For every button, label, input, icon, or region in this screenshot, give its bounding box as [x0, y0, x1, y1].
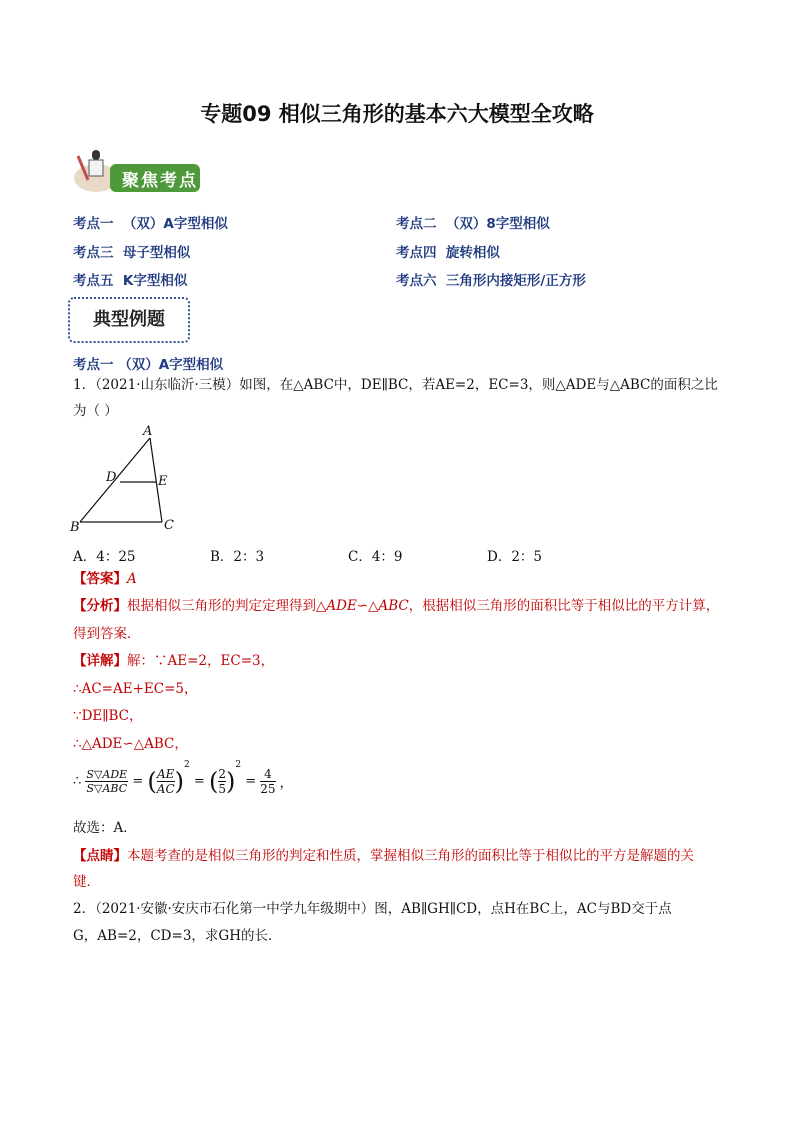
detail-line1: 【详解】解：∵AE=2，EC=3， — [73, 653, 275, 669]
point-1: 考点一 （双）A字型相似 — [73, 216, 228, 232]
fig-label-b: B — [70, 520, 80, 535]
fig-label-c: C — [164, 518, 174, 533]
q1-line2: 为（ ） — [73, 403, 118, 419]
point-3: 考点三 母子型相似 — [73, 245, 191, 261]
point-4: 考点四 旋转相似 — [396, 245, 500, 261]
detail-line3: ∵DE∥BC， — [73, 708, 143, 724]
point-2: 考点二 （双）8字型相似 — [396, 216, 550, 232]
point-5: 考点五 K字型相似 — [73, 273, 188, 289]
section-heading: 考点一 （双）A字型相似 — [73, 357, 224, 373]
comment-line2: 键． — [73, 874, 100, 890]
page-title: 专题09 相似三角形的基本六大模型全攻略 — [200, 102, 594, 126]
area-fraction: $\frac{\text{S▽ADE}}{\text{S▽ABC}}$ — [86, 768, 128, 795]
fig-label-e: E — [158, 474, 168, 489]
choose-line: 故选：A． — [73, 820, 137, 836]
q2-line2: G，AB=2，CD=3，求GH的长． — [73, 928, 282, 944]
q1-line1: 1．（2021·山东临沂·三模）如图，在△ABC中，DE∥BC，若AE=2，EC=3，则△ADE与△ABC的面积之比 — [73, 377, 718, 393]
analysis-line2: 得到答案． — [73, 626, 141, 642]
analysis-line1: 【分析】根据相似三角形的判定定理得到△ADE∽△ABC，根据相似三角形的面积比等于相似比的平方计算， — [73, 598, 720, 614]
choice-c: C．4：9 — [348, 549, 403, 565]
fig-label-a: A — [143, 424, 153, 439]
focus-badge-label: 聚焦考点 — [122, 171, 198, 191]
fig-label-d: D — [106, 470, 117, 485]
focus-badge — [70, 146, 202, 196]
choice-a: A．4：25 — [73, 549, 136, 565]
choice-b: B．2：3 — [210, 549, 265, 565]
area-ratio-formula: ∴ $\frac{\text{S▽ADE}}{\text{S▽ABC}}$ = ( $\frac{AE}{AC}$ )$^2$ = ( $\frac{2}{5}$ )$^2$ = $\frac{4}{25}$ ， — [73, 760, 293, 796]
triangle-figure — [70, 424, 180, 538]
detail-line2: ∴AC=AE+EC=5， — [73, 681, 198, 697]
point-6: 考点六 三角形内接矩形/正方形 — [396, 273, 586, 289]
example-badge: 典型例题 — [68, 297, 190, 343]
detail-line4: ∴△ADE∽△ABC， — [73, 736, 188, 752]
comment-line1: 【点睛】本题考查的是相似三角形的判定和性质，掌握相似三角形的面积比等于相似比的平方是解题的关 — [73, 848, 694, 864]
answer-line: 【答案】A — [73, 571, 137, 587]
q2-line1: 2．（2021·安徽·安庆市石化第一中学九年级期中）图，AB∥GH∥CD，点H在BC上，AC与BD交于点 — [73, 901, 672, 917]
choice-d: D．2：5 — [487, 549, 543, 565]
